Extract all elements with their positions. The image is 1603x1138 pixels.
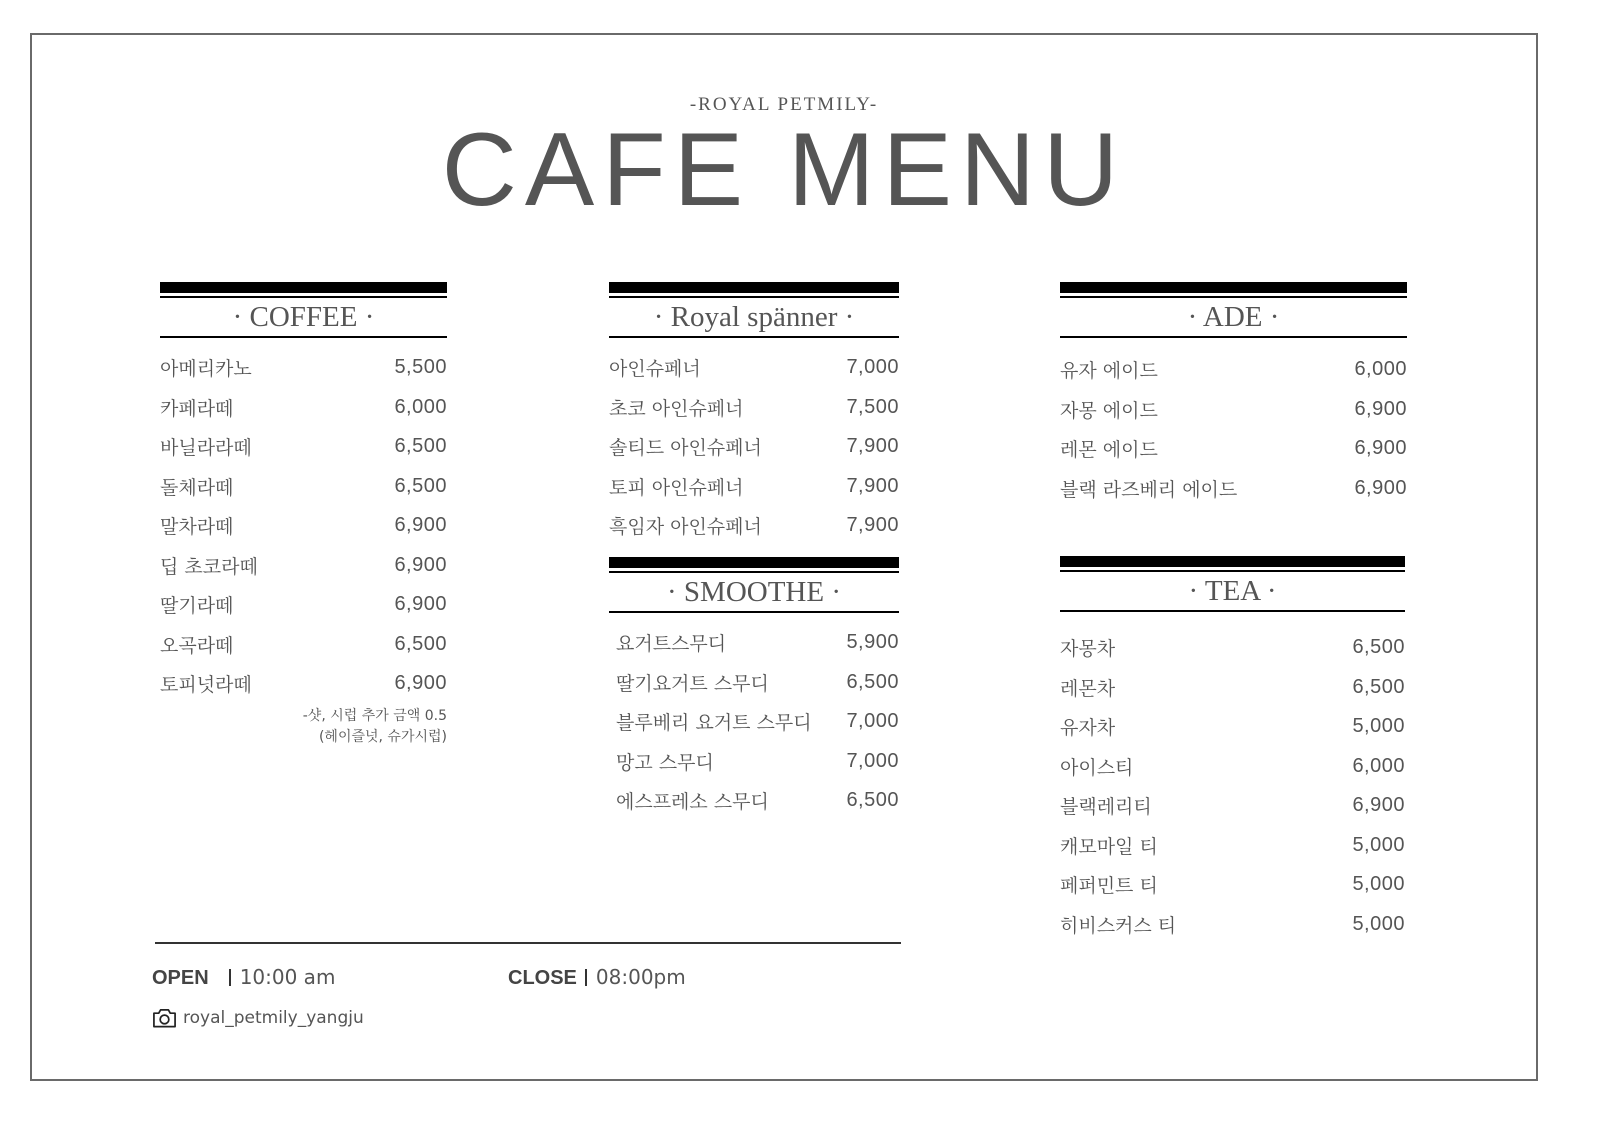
item-price: 6,500 bbox=[846, 670, 899, 693]
item-name: 아인슈페너 bbox=[609, 358, 701, 381]
item-price: 5,000 bbox=[1352, 873, 1405, 896]
item-price: 6,000 bbox=[1352, 754, 1405, 777]
menu-item bbox=[609, 348, 899, 388]
section-title: · ADE · bbox=[1187, 301, 1280, 333]
item-price: 6,900 bbox=[1354, 476, 1407, 499]
section-title: · SMOOTHE · bbox=[667, 576, 841, 608]
menu-item bbox=[1060, 350, 1407, 390]
section-title: · COFFEE · bbox=[232, 301, 375, 333]
item-name: 에스프레소 스무디 bbox=[616, 791, 769, 814]
item-price: 7,900 bbox=[846, 514, 899, 537]
menu-item bbox=[1060, 469, 1407, 509]
header-rule bbox=[609, 571, 899, 573]
section-title: · TEA · bbox=[1188, 575, 1277, 607]
header-rule bbox=[1060, 570, 1405, 572]
section-header bbox=[160, 282, 447, 338]
menu-item bbox=[160, 625, 447, 665]
item-name: 블루베리 요거트 스무디 bbox=[616, 712, 812, 735]
menu-item bbox=[616, 663, 899, 703]
section-title: · Royal spänner · bbox=[653, 301, 855, 333]
section-header bbox=[609, 282, 899, 338]
menu-item bbox=[616, 702, 899, 742]
item-name: 초코 아인슈페너 bbox=[609, 397, 744, 420]
item-name: 오곡라떼 bbox=[160, 634, 234, 657]
item-name: 레몬 에이드 bbox=[1060, 439, 1158, 462]
ade-items bbox=[1060, 350, 1407, 508]
smoothe-section bbox=[609, 557, 899, 821]
item-price: 6,500 bbox=[394, 474, 447, 497]
coffee-items bbox=[160, 348, 447, 704]
item-price: 7,900 bbox=[846, 435, 899, 458]
separator bbox=[585, 969, 587, 986]
menu-item bbox=[609, 506, 899, 546]
menu-item bbox=[1060, 747, 1405, 787]
item-price: 6,500 bbox=[394, 435, 447, 458]
item-price: 6,900 bbox=[394, 593, 447, 616]
menu-item bbox=[160, 388, 447, 428]
menu-item bbox=[1060, 429, 1407, 469]
header-bar bbox=[609, 282, 899, 293]
item-price: 6,000 bbox=[394, 395, 447, 418]
item-name: 유자차 bbox=[1060, 717, 1116, 740]
coffee-section bbox=[160, 282, 447, 748]
menu-item bbox=[1060, 786, 1405, 826]
menu-item bbox=[616, 742, 899, 782]
item-price: 7,000 bbox=[846, 356, 899, 379]
header-bar bbox=[609, 557, 899, 568]
header-rule bbox=[1060, 296, 1407, 298]
close-time: 08:00pm bbox=[595, 965, 686, 989]
header-underline bbox=[609, 336, 899, 338]
menu-item bbox=[1060, 668, 1405, 708]
item-name: 블랙레리티 bbox=[1060, 796, 1152, 819]
header-rule bbox=[609, 296, 899, 298]
menu-item bbox=[160, 546, 447, 586]
open-time: 10:00 am bbox=[239, 965, 336, 989]
close-label: CLOSE bbox=[508, 967, 577, 989]
menu-item bbox=[609, 388, 899, 428]
header-bar bbox=[1060, 282, 1407, 293]
spanner-items bbox=[609, 348, 899, 546]
menu-item bbox=[1060, 707, 1405, 747]
menu-item bbox=[1060, 390, 1407, 430]
header-underline bbox=[1060, 336, 1407, 338]
header-bar bbox=[1060, 556, 1405, 567]
item-price: 7,500 bbox=[846, 395, 899, 418]
ade-section bbox=[1060, 282, 1407, 508]
menu-item bbox=[616, 781, 899, 821]
menu-item bbox=[160, 506, 447, 546]
item-price: 7,900 bbox=[846, 474, 899, 497]
item-name: 흑임자 아인슈페너 bbox=[609, 516, 762, 539]
item-name: 카페라떼 bbox=[160, 397, 234, 420]
item-price: 6,900 bbox=[1354, 437, 1407, 460]
item-name: 토피 아인슈페너 bbox=[609, 476, 744, 499]
open-hours bbox=[152, 965, 335, 990]
open-label: OPEN bbox=[152, 967, 209, 989]
menu-item bbox=[1060, 628, 1405, 668]
menu-item bbox=[160, 585, 447, 625]
item-price: 7,000 bbox=[846, 710, 899, 733]
item-price: 6,900 bbox=[394, 514, 447, 537]
item-name: 히비스커스 티 bbox=[1060, 914, 1177, 937]
menu-subtitle: -ROYAL PETMILY- bbox=[689, 94, 879, 115]
header-underline bbox=[160, 336, 447, 338]
menu-item bbox=[160, 427, 447, 467]
item-name: 아메리카노 bbox=[160, 358, 252, 381]
smoothe-items bbox=[609, 623, 899, 821]
item-name: 돌체라떼 bbox=[160, 476, 234, 499]
menu-item bbox=[160, 664, 447, 704]
item-name: 페퍼민트 티 bbox=[1060, 875, 1158, 898]
item-price: 6,500 bbox=[1352, 636, 1405, 659]
section-header bbox=[1060, 556, 1405, 612]
coffee-note bbox=[160, 706, 447, 748]
section-header bbox=[609, 557, 899, 613]
item-name: 딸기요거트 스무디 bbox=[616, 672, 769, 695]
section-header bbox=[1060, 282, 1407, 338]
item-price: 5,000 bbox=[1352, 912, 1405, 935]
item-price: 6,900 bbox=[394, 672, 447, 695]
spanner-section bbox=[609, 282, 899, 546]
item-price: 6,000 bbox=[1354, 358, 1407, 381]
header-rule bbox=[160, 296, 447, 298]
note-line: (헤이즐넛, 슈가시럽) bbox=[318, 728, 447, 745]
item-price: 5,000 bbox=[1352, 833, 1405, 856]
item-name: 딥 초코라떼 bbox=[160, 555, 258, 578]
item-name: 딸기라떼 bbox=[160, 595, 234, 618]
footer-divider bbox=[155, 942, 901, 944]
item-name: 자몽 에이드 bbox=[1060, 399, 1158, 422]
item-price: 6,900 bbox=[1352, 794, 1405, 817]
item-name: 말차라떼 bbox=[160, 516, 234, 539]
tea-items bbox=[1060, 628, 1405, 944]
item-price: 5,500 bbox=[394, 356, 447, 379]
tea-section bbox=[1060, 556, 1405, 944]
menu-item bbox=[616, 623, 899, 663]
header-bar bbox=[160, 282, 447, 293]
separator bbox=[229, 969, 231, 986]
item-name: 자몽차 bbox=[1060, 638, 1116, 661]
item-price: 6,900 bbox=[394, 553, 447, 576]
camera-icon bbox=[152, 1007, 177, 1029]
item-name: 바닐라라떼 bbox=[160, 437, 252, 460]
item-name: 토피넛라떼 bbox=[160, 674, 252, 697]
item-name: 블랙 라즈베리 에이드 bbox=[1060, 478, 1238, 501]
item-price: 6,900 bbox=[1354, 397, 1407, 420]
item-price: 5,000 bbox=[1352, 715, 1405, 738]
menu-item bbox=[609, 427, 899, 467]
menu-item bbox=[1060, 865, 1405, 905]
header-underline bbox=[1060, 610, 1405, 612]
item-price: 6,500 bbox=[1352, 675, 1405, 698]
menu-item bbox=[1060, 826, 1405, 866]
close-hours bbox=[508, 965, 686, 990]
item-name: 망고 스무디 bbox=[616, 751, 714, 774]
header-underline bbox=[609, 611, 899, 613]
item-price: 7,000 bbox=[846, 749, 899, 772]
item-name: 유자 에이드 bbox=[1060, 360, 1158, 383]
note-line: -샷, 시럽 추가 금액 0.5 bbox=[302, 707, 447, 724]
menu-item bbox=[160, 467, 447, 507]
menu-item bbox=[609, 467, 899, 507]
instagram-handle[interactable]: royal_petmily_yangju bbox=[183, 1008, 364, 1028]
instagram-info bbox=[152, 1007, 364, 1029]
item-name: 캐모마일 티 bbox=[1060, 835, 1158, 858]
item-name: 요거트스무디 bbox=[616, 633, 727, 656]
item-name: 레몬차 bbox=[1060, 677, 1116, 700]
menu-title: CAFE MENU bbox=[441, 112, 1127, 228]
item-price: 6,500 bbox=[846, 789, 899, 812]
item-price: 5,900 bbox=[846, 631, 899, 654]
item-name: 솔티드 아인슈페너 bbox=[609, 437, 762, 460]
menu-item bbox=[160, 348, 447, 388]
item-name: 아이스티 bbox=[1060, 756, 1134, 779]
item-price: 6,500 bbox=[394, 632, 447, 655]
menu-item bbox=[1060, 905, 1405, 945]
